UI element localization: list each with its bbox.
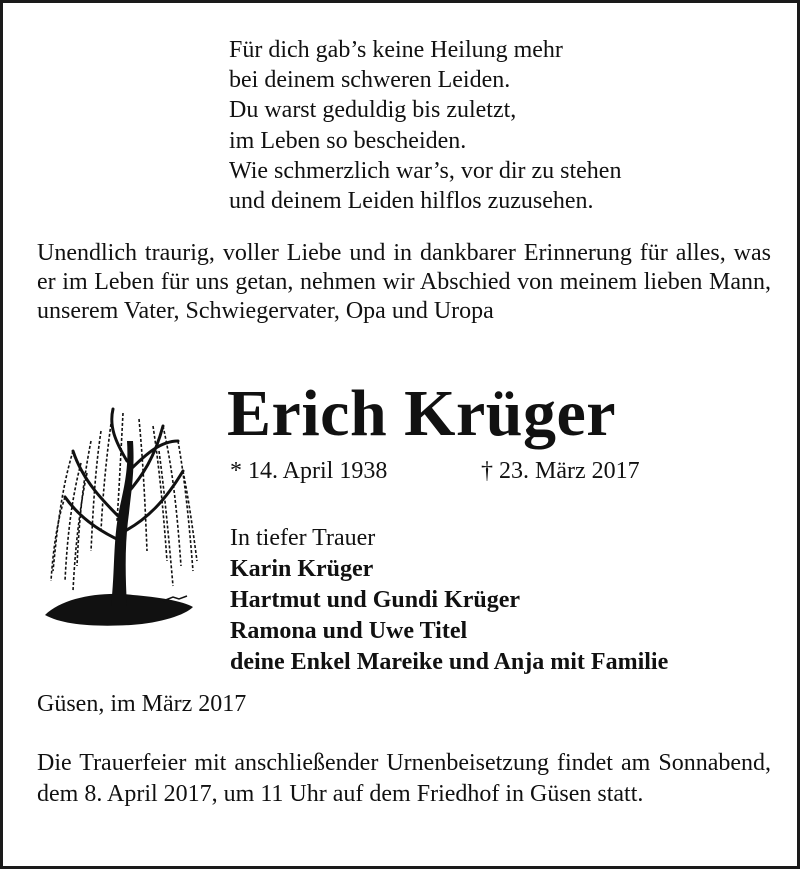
mourner-name: Hartmut und Gundi Krüger	[230, 587, 521, 613]
birth-date: * 14. April 1938	[230, 458, 388, 484]
funeral-details: Die Trauerfeier mit anschließender Urnenbeisetzung findet am Sonnabend, dem 8. April 2017, um 11 Uhr auf dem Friedhof in Güsen statt.	[37, 750, 771, 807]
poem-line: Für dich gab’s keine Heilung mehr	[229, 37, 563, 63]
poem-line: und deinem Leiden hilflos zuzusehen.	[229, 188, 594, 215]
mourner-name: Karin Krüger	[230, 556, 374, 582]
mourning-intro: In tiefer Trauer	[230, 525, 376, 551]
memorial-poem	[229, 35, 621, 216]
poem-line: im Leben so bescheiden.	[229, 127, 467, 154]
place-date: Güsen, im März 2017	[37, 691, 247, 717]
poem-line: bei deinem schweren Leiden.	[229, 67, 511, 94]
mourner-name: Ramona und Uwe Titel	[230, 618, 468, 644]
death-date: † 23. März 2017	[481, 458, 640, 484]
poem-line: Wie schmerzlich war’s, vor dir zu stehen	[229, 157, 622, 184]
deceased-name: Erich Krüger	[227, 377, 617, 450]
weeping-willow-icon	[43, 401, 203, 631]
poem-line: Du warst geduldig bis zuletzt,	[229, 97, 517, 124]
mourners-block	[230, 523, 668, 678]
mourner-name: deine Enkel Mareike und Anja mit Familie	[230, 649, 669, 675]
farewell-intro: Unendlich traurig, voller Liebe und in dankbarer Erinnerung für alles, was er im Leben für uns getan, nehmen wir Abschied von meinem lieben Mann, unserem Vater, Schwiegervater, Opa und Uropa	[37, 240, 771, 324]
